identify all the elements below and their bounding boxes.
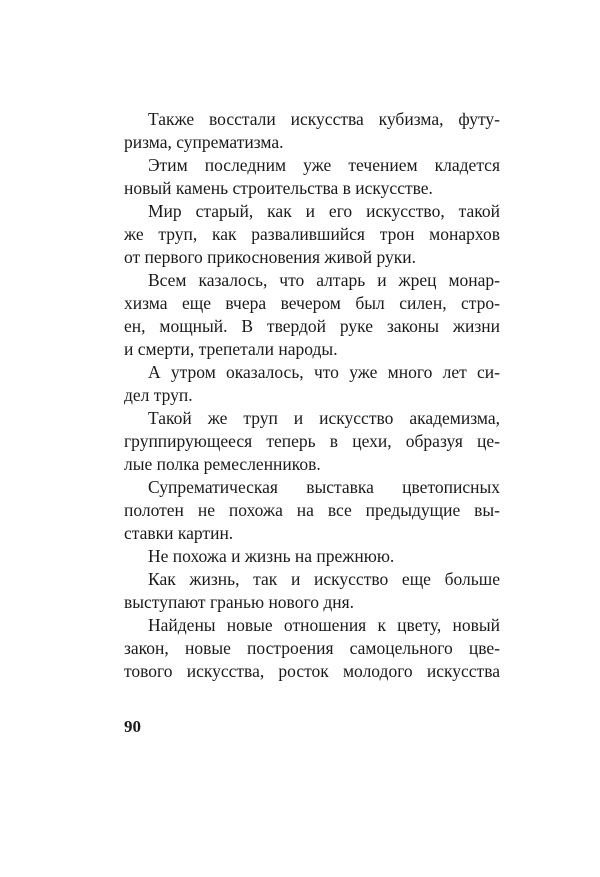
text-line: от первого прикосновения живой руки. [124,247,417,267]
text-line: новый камень строительства в искусстве. [124,178,433,198]
paragraph-3 [124,200,500,269]
paragraph-8 [124,545,500,568]
text-line: Мир старый, как и его искусство, такой [148,201,500,221]
text-line: полотен не похожа на все предыдущие вы- [124,500,500,520]
text-line: закон, новые построения самоцельного цве- [124,638,500,658]
text-line: Этим последним уже течением кладется [148,155,500,175]
text-line: Всем казалось, что алтарь и жрец монар- [148,270,500,290]
page-number: 90 [124,717,141,736]
text-line: дел труп. [124,385,193,405]
text-line: ставки картин. [124,523,234,543]
text-line: и смерти, трепетали народы. [124,339,338,359]
text-line: Также восстали искусства кубизма, футу- [148,109,500,129]
paragraph-4 [124,269,500,361]
text-line: выступают гранью нового дня. [124,592,355,612]
paragraph-6 [124,407,500,476]
paragraph-1 [124,108,500,154]
text-line: тового искусства, росток молодого искусства [124,661,500,681]
text-line: хизма еще вчера вечером был силен, стро- [124,293,500,313]
paragraph-2 [124,154,500,200]
text-line: же труп, как развалившийся трон монархов [124,224,500,244]
paragraph-10 [124,614,500,683]
text-line: Супрематическая выставка цветописных [148,477,500,497]
body-text [124,108,500,683]
text-line: Найдены новые отношения к цвету, новый [148,615,500,635]
text-line: ен, мощный. В твердой руке законы жизни [124,316,500,336]
paragraph-9 [124,568,500,614]
text-line: А утром оказалось, что уже много лет си- [148,362,500,382]
text-line: Такой же труп и искусство академизма, [148,408,500,428]
text-line: ризма, супрематизма. [124,132,284,152]
paragraph-7 [124,476,500,545]
text-line: Как жизнь, так и искусство еще больше [148,569,500,589]
text-line: группирующееся теперь в цехи, образуя це- [124,431,500,451]
text-line: лые полка ремесленников. [124,454,321,474]
text-line: Не похожа и жизнь на прежнюю. [148,546,395,566]
paragraph-5 [124,361,500,407]
